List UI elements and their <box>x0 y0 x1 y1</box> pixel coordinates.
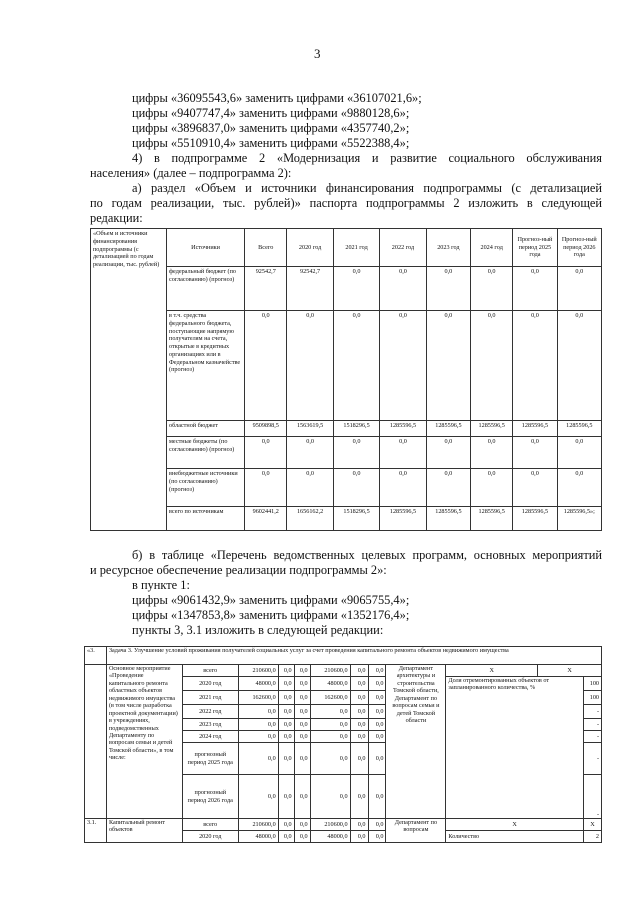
event-name: Капитальный ремонт объектов <box>106 819 182 843</box>
value-cell: 0,0 <box>380 267 426 311</box>
value-cell: 0,0 <box>294 819 310 831</box>
value-cell: 0,0 <box>333 469 379 507</box>
indicator-x: X <box>446 665 538 677</box>
value-cell: 0,0 <box>350 677 368 691</box>
value-cell: 92542,7 <box>245 267 287 311</box>
indicator-name: Количество <box>446 831 584 843</box>
value-cell: 0,0 <box>380 311 426 421</box>
table-row <box>85 819 602 831</box>
value-cell: 0,0 <box>294 677 310 691</box>
period-cell: прогнозный период 2025 года <box>182 743 238 775</box>
value-cell: 0,0 <box>350 831 368 843</box>
indicator-value: - <box>583 775 601 819</box>
indicator-value: - <box>583 705 601 719</box>
text-line: редакции: <box>90 211 143 225</box>
value-cell: 1285596,5 <box>471 507 513 531</box>
value-cell: 0,0 <box>426 469 470 507</box>
period-cell: всего <box>182 665 238 677</box>
text-line: 4) в подпрограмме 2 «Модернизация и развитие социального обслуживания <box>132 151 602 165</box>
table-row <box>91 437 602 469</box>
value-cell: 0,0 <box>278 831 294 843</box>
page-number: 3 <box>314 46 321 61</box>
value-cell: 0,0 <box>294 731 310 743</box>
value-cell: 0,0 <box>310 705 350 719</box>
value-cell: 0,0 <box>350 705 368 719</box>
value-cell: 48000,0 <box>310 677 350 691</box>
value-cell: 9509898,5 <box>245 421 287 437</box>
value-cell: 0,0 <box>350 743 368 775</box>
value-cell: 1285596,5 <box>557 421 601 437</box>
indicator-value: - <box>583 719 601 731</box>
value-cell: 0,0 <box>333 437 379 469</box>
indicator-value: 100 <box>583 691 601 705</box>
value-cell: 0,0 <box>287 469 333 507</box>
value-cell: 0,0 <box>426 437 470 469</box>
value-cell: 48000,0 <box>238 677 278 691</box>
value-cell: 162600,0 <box>310 691 350 705</box>
text-line: населения» (далее – подпрограмма 2): <box>90 166 292 180</box>
value-cell: 0,0 <box>368 677 386 691</box>
value-cell: 0,0 <box>310 731 350 743</box>
column-header: 2024 год <box>471 229 513 267</box>
value-cell: 1563619,5 <box>287 421 333 437</box>
value-cell: 0,0 <box>380 469 426 507</box>
indicator-x: X <box>446 819 584 831</box>
column-header: Всего <box>245 229 287 267</box>
indicator-value: - <box>583 731 601 743</box>
value-cell: 0,0 <box>238 705 278 719</box>
value-cell: 0,0 <box>368 819 386 831</box>
value-cell: 0,0 <box>287 311 333 421</box>
column-header: 2020 год <box>287 229 333 267</box>
value-cell: 0,0 <box>278 819 294 831</box>
text-line: цифры «9061432,9» заменить цифрами «9065755,4»; <box>132 593 410 607</box>
value-cell: 0,0 <box>513 311 557 421</box>
text-line: в пункте 1: <box>132 578 190 592</box>
value-cell: 0,0 <box>471 469 513 507</box>
text-line: б) в таблице «Перечень ведомственных целевых программ, основных мероприятий <box>132 548 602 562</box>
value-cell: 0,0 <box>238 731 278 743</box>
value-cell: 0,0 <box>278 705 294 719</box>
value-cell: 0,0 <box>557 267 601 311</box>
indicator-value: 2 <box>583 831 601 843</box>
value-cell: 0,0 <box>294 743 310 775</box>
financing-table <box>90 228 602 531</box>
source-cell: внебюджетные источники (по согласованию) (прогноз) <box>167 469 245 507</box>
value-cell: 0,0 <box>278 731 294 743</box>
period-cell: 2020 год <box>182 831 238 843</box>
column-header: Прогноз-ный период 2025 года <box>513 229 557 267</box>
value-cell: 0,0 <box>350 691 368 705</box>
period-cell: 2024 год <box>182 731 238 743</box>
value-cell: 1285596,5 <box>380 421 426 437</box>
value-cell: 0,0 <box>350 719 368 731</box>
value-cell: 0,0 <box>368 719 386 731</box>
indicator-value: - <box>583 743 601 775</box>
value-cell: 0,0 <box>513 437 557 469</box>
indicator-value: X <box>538 665 602 677</box>
value-cell: 0,0 <box>368 705 386 719</box>
value-cell: 0,0 <box>557 311 601 421</box>
value-cell: 0,0 <box>350 731 368 743</box>
text-line: и ресурсное обеспечение реализации подпрограммы 2»: <box>90 563 387 577</box>
source-cell: местные бюджеты (по согласованию) (прогноз) <box>167 437 245 469</box>
text-line: по годам реализации, тыс. рублей)» паспорта подпрограммы 2 изложить в следующей <box>90 196 602 210</box>
value-cell: 0,0 <box>238 775 278 819</box>
value-cell: 1518296,5 <box>333 421 379 437</box>
column-header: Прогноз-ный период 2026 года <box>557 229 601 267</box>
period-cell: прогнозный период 2026 года <box>182 775 238 819</box>
value-cell: 0,0 <box>380 437 426 469</box>
text-line: цифры «9407747,4» заменить цифрами «9880128,6»; <box>132 106 410 120</box>
period-cell: 2021 год <box>182 691 238 705</box>
value-cell: 0,0 <box>238 719 278 731</box>
value-cell: 0,0 <box>368 743 386 775</box>
column-header: 2022 год <box>380 229 426 267</box>
column-header: 2021 год <box>333 229 379 267</box>
table-row <box>91 311 602 421</box>
value-cell: 1285596,5 <box>426 507 470 531</box>
text-line: цифры «1347853,8» заменить цифрами «1352176,4»; <box>132 608 410 622</box>
source-cell: в т.ч. средства федерального бюджета, поступающие напрямую получателям на счета, открытые в кредитных организациях или в Федеральном казначействе (прогноз) <box>167 311 245 421</box>
value-cell: 0,0 <box>245 311 287 421</box>
table-row <box>91 267 602 311</box>
value-cell: 0,0 <box>471 267 513 311</box>
value-cell: 0,0 <box>426 267 470 311</box>
value-cell: 0,0 <box>368 691 386 705</box>
period-cell: всего <box>182 819 238 831</box>
value-cell: 0,0 <box>471 311 513 421</box>
value-cell: 210600,0 <box>310 665 350 677</box>
value-cell: 0,0 <box>368 775 386 819</box>
period-cell: 2022 год <box>182 705 238 719</box>
value-cell: 0,0 <box>294 775 310 819</box>
text-line: цифры «36095543,6» заменить цифрами «36107021,6»; <box>132 91 422 105</box>
value-cell: 92542,7 <box>287 267 333 311</box>
period-cell: 2020 год <box>182 677 238 691</box>
value-cell: 0,0 <box>513 469 557 507</box>
value-cell: 0,0 <box>278 665 294 677</box>
value-cell: 0,0 <box>278 719 294 731</box>
value-cell: 0,0 <box>278 743 294 775</box>
value-cell: 0,0 <box>278 775 294 819</box>
period-cell: 2023 год <box>182 719 238 731</box>
source-cell: всего по источникам <box>167 507 245 531</box>
value-cell: 0,0 <box>368 731 386 743</box>
column-header: Источники <box>167 229 245 267</box>
value-cell: 210600,0 <box>238 665 278 677</box>
value-cell: 1285596,5 <box>513 507 557 531</box>
value-cell: 1285596,5 <box>380 507 426 531</box>
table-row <box>91 421 602 437</box>
value-cell: 0,0 <box>278 677 294 691</box>
value-cell: 0,0 <box>310 743 350 775</box>
value-cell: 210600,0 <box>310 819 350 831</box>
value-cell: 0,0 <box>278 691 294 705</box>
value-cell: 0,0 <box>471 437 513 469</box>
value-cell: 0,0 <box>245 437 287 469</box>
value-cell: 0,0 <box>238 743 278 775</box>
text-line: цифры «5510910,4» заменить цифрами «5522388,4»; <box>132 136 410 150</box>
value-cell: 0,0 <box>294 719 310 731</box>
value-cell: 0,0 <box>513 267 557 311</box>
indicator-value: 100 <box>583 677 601 691</box>
value-cell: 1285596,5 <box>513 421 557 437</box>
value-cell: 0,0 <box>245 469 287 507</box>
row-number: 3.1. <box>85 819 107 843</box>
text-line: пункты 3, 3.1 изложить в следующей редакции: <box>132 623 384 637</box>
executor-cell: Департамент по вопросам <box>386 819 446 843</box>
value-cell: 0,0 <box>333 267 379 311</box>
value-cell: 1285596,5 <box>426 421 470 437</box>
table-row <box>91 469 602 507</box>
table-row <box>91 507 602 531</box>
value-cell: 1656162,2 <box>287 507 333 531</box>
value-cell: 1285596,5»; <box>557 507 601 531</box>
executor-cell: Департамент архитектуры и строительства Томской области, Департамент по вопросам семьи и детей Томской области <box>386 665 446 819</box>
value-cell: 1285596,5 <box>471 421 513 437</box>
source-cell: федеральный бюджет (по согласованию) (прогноз) <box>167 267 245 311</box>
value-cell: 0,0 <box>287 437 333 469</box>
table-row <box>85 665 602 677</box>
value-cell: 0,0 <box>368 665 386 677</box>
text-line: цифры «3896837,0» заменить цифрами «4357740,2»; <box>132 121 410 135</box>
value-cell: 0,0 <box>350 665 368 677</box>
value-cell: 0,0 <box>294 705 310 719</box>
task-title: Задача 3. Улучшение условий проживания получателей социальных услуг за счет проведения капитального ремонта объектов недвижимого имущества <box>106 647 601 665</box>
value-cell: 0,0 <box>294 691 310 705</box>
value-cell: 0,0 <box>350 775 368 819</box>
value-cell: 9602441,2 <box>245 507 287 531</box>
value-cell: 0,0 <box>426 311 470 421</box>
value-cell: 0,0 <box>557 469 601 507</box>
value-cell: 162600,0 <box>238 691 278 705</box>
programs-table <box>84 646 602 843</box>
indicator-value: X <box>583 819 601 831</box>
financing-caption: «Объем и источники финансирования подпрограммы (с детализацией по годам реализации, тыс. рублей) <box>91 229 167 531</box>
value-cell: 0,0 <box>350 819 368 831</box>
value-cell: 210600,0 <box>238 819 278 831</box>
value-cell: 0,0 <box>294 665 310 677</box>
value-cell: 0,0 <box>557 437 601 469</box>
value-cell: 0,0 <box>294 831 310 843</box>
indicator-name: Доля отремонтированных объектов от запланированного количества, % <box>446 677 584 819</box>
value-cell: 48000,0 <box>238 831 278 843</box>
column-header: 2023 год <box>426 229 470 267</box>
source-cell: областной бюджет <box>167 421 245 437</box>
event-name: Основное мероприятие «Проведение капитального ремонта областных объектов недвижимого имущества (в том числе разработка проектной документации) в учреждениях, подведомственных Департаменту по вопросам семьи и детей Томской области», в том числе: <box>106 665 182 819</box>
row-number: «3. <box>85 647 107 665</box>
value-cell: 0,0 <box>333 311 379 421</box>
value-cell: 0,0 <box>310 719 350 731</box>
text-line: а) раздел «Объем и источники финансирования подпрограммы (с детализацией <box>132 181 602 195</box>
value-cell: 0,0 <box>368 831 386 843</box>
value-cell: 48000,0 <box>310 831 350 843</box>
value-cell: 0,0 <box>310 775 350 819</box>
value-cell: 1518296,5 <box>333 507 379 531</box>
